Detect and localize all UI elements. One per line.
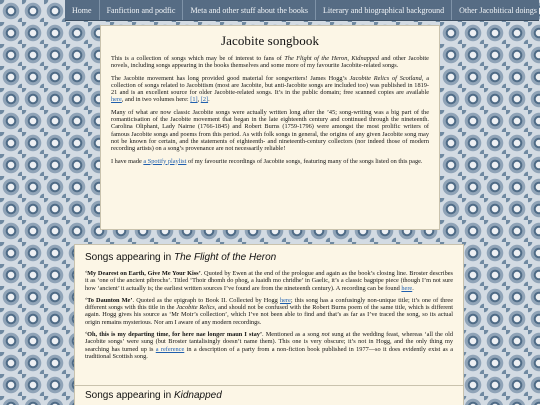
section-title	[85, 252, 453, 263]
text: and other Jacobite novels, including songs appearing in the books themselves and some more of my favourite Jacobite-related songs.	[111, 55, 429, 70]
text: This is a collection of songs which may be of interest to fans of	[111, 55, 285, 62]
nav-item-home[interactable]: Home	[65, 0, 100, 20]
nav-item-fanfiction[interactable]: Fanfiction and podfic	[100, 0, 184, 20]
song-title: ‘Oh, this is my departing time, for here nae longer maun I stay’	[85, 331, 262, 339]
flight-of-the-heron-panel	[74, 244, 464, 397]
text: .	[412, 284, 414, 292]
section-title	[85, 386, 453, 405]
volume-2-link[interactable]: [2]	[200, 96, 209, 104]
text: . Quoted by Ewen at the end of the prologue and again as the book’s closing line. Broster describes it as ‘one of the ancient pibrochs’. Titled ‘Thoir dhomh do phog, a luaidh mo chridhe’ in Gaelic, it’s a classic bagpipe piece (though I’m not sure how ‘ancient’ it actually is; the earliest written sources I’ve found are from the nineteenth century). A recording can be found	[85, 270, 453, 292]
text: ; this song has a confusingly non-unique title; it’s one of three different songs with this title in the	[85, 296, 453, 312]
song-title: ‘To Daunton Me’	[85, 296, 133, 304]
text: . Quoted as the epigraph to Book II. Collected by Hogg	[132, 296, 280, 304]
book-title: The Flight of the Heron	[173, 252, 277, 263]
text: of my favourite recordings of Jacobite songs, featuring many of the songs listed on this page.	[186, 157, 423, 165]
book-title: Jacobite Relics of Scotland	[349, 74, 422, 82]
kidnapped-panel	[74, 385, 464, 405]
song-entry	[85, 270, 453, 292]
book-title: Kidnapped	[351, 55, 379, 62]
text: ,	[347, 55, 352, 62]
text: , and in two volumes here:	[121, 96, 191, 104]
song-entry	[85, 297, 453, 326]
text: I have made	[111, 157, 144, 165]
text: .	[208, 96, 210, 104]
intro-panel	[100, 25, 440, 230]
intro-paragraph-4	[111, 158, 429, 165]
text: in a description of a party from a non-fiction book published in 1977—so it does evidently exist as a traditional Scottish song.	[85, 345, 453, 360]
text: sung at the wedding feast, whereas ‘all the old Jacobite songs’ were sung (but Broster tantalisingly doesn’t name them). This one is very obscure; it’s not in Hogg, and the only thing my searching has turned up is	[85, 331, 453, 353]
nav-item-jacobitical-doings[interactable]: Other Jacobitical doings	[459, 5, 537, 15]
text: The Jacobite movement has long provided good material for songwriters! James Hogg’s	[111, 74, 350, 82]
book-title: The Flight of the Heron	[284, 55, 348, 62]
page-title: Jacobite songbook	[220, 33, 320, 48]
emphasis: not	[321, 331, 330, 339]
reference-link[interactable]: a reference	[155, 345, 185, 353]
hogg-link[interactable]: here	[279, 296, 291, 304]
intro-paragraph-2	[111, 75, 429, 104]
nav-item-meta[interactable]: Meta and other stuff about the books	[183, 0, 316, 20]
top-navigation	[65, 0, 539, 21]
nav-item-literary-background[interactable]: Literary and biographical background	[316, 0, 452, 20]
text: Songs appearing in	[85, 252, 174, 263]
text: ,	[197, 96, 201, 104]
intro-paragraph-1	[111, 55, 429, 70]
song-title: ‘My Dearest on Earth, Give Me Your Kiss’	[85, 270, 201, 277]
text: , a collection of songs related to Jacobitism (most are Jacobite, but anti-Jacobite songs are included too) was published in 1819-21 and is an excellent source for older Jacobite-related songs. It’s in the public domain; free scanned copies are available	[111, 74, 429, 97]
book-title: Kidnapped	[173, 390, 222, 401]
song-entry	[85, 331, 453, 360]
book-title: Jacobite Relics	[176, 304, 215, 312]
text: , and should not be confused with the Robert Burns poem of the same title, which is different again. Hogg gives his source as ‘Mr Moir’s collection’, which I’ve not been able to find and that’s as far as I’ve traced the song, so its actual origin remains mysterious. Nor am I aware of any modern recordings.	[85, 304, 453, 326]
text: Songs appearing in	[85, 390, 174, 401]
volume-1-link[interactable]: [1]	[190, 96, 198, 104]
scanned-copies-link[interactable]: here	[111, 96, 122, 104]
text: . Mentioned as a song	[261, 331, 322, 339]
recording-link[interactable]: here	[401, 284, 413, 292]
intro-paragraph-3: Many of what are now classic Jacobite songs were actually written long after the ’45; song-writing was a big part of the romanticisation of the Jacobite movement that began in the late eighteenth century and continued through the nineteenth. Carolina Oliphant, Lady Nairne (1766-1845) and Robert Burns (1759-1796) were amongst the most prolific writers of famous Jacobite songs and poems from this period. As with folk songs in general, the origins of any given Jacobite song may not be known for certain, and the statements of eighteenth- and nineteenth-century collectors (nor indeed those of modern recording artists) on a song’s provenance are not necessarily reliable!	[111, 108, 429, 153]
spotify-playlist-link[interactable]: a Spotify playlist	[143, 157, 187, 165]
